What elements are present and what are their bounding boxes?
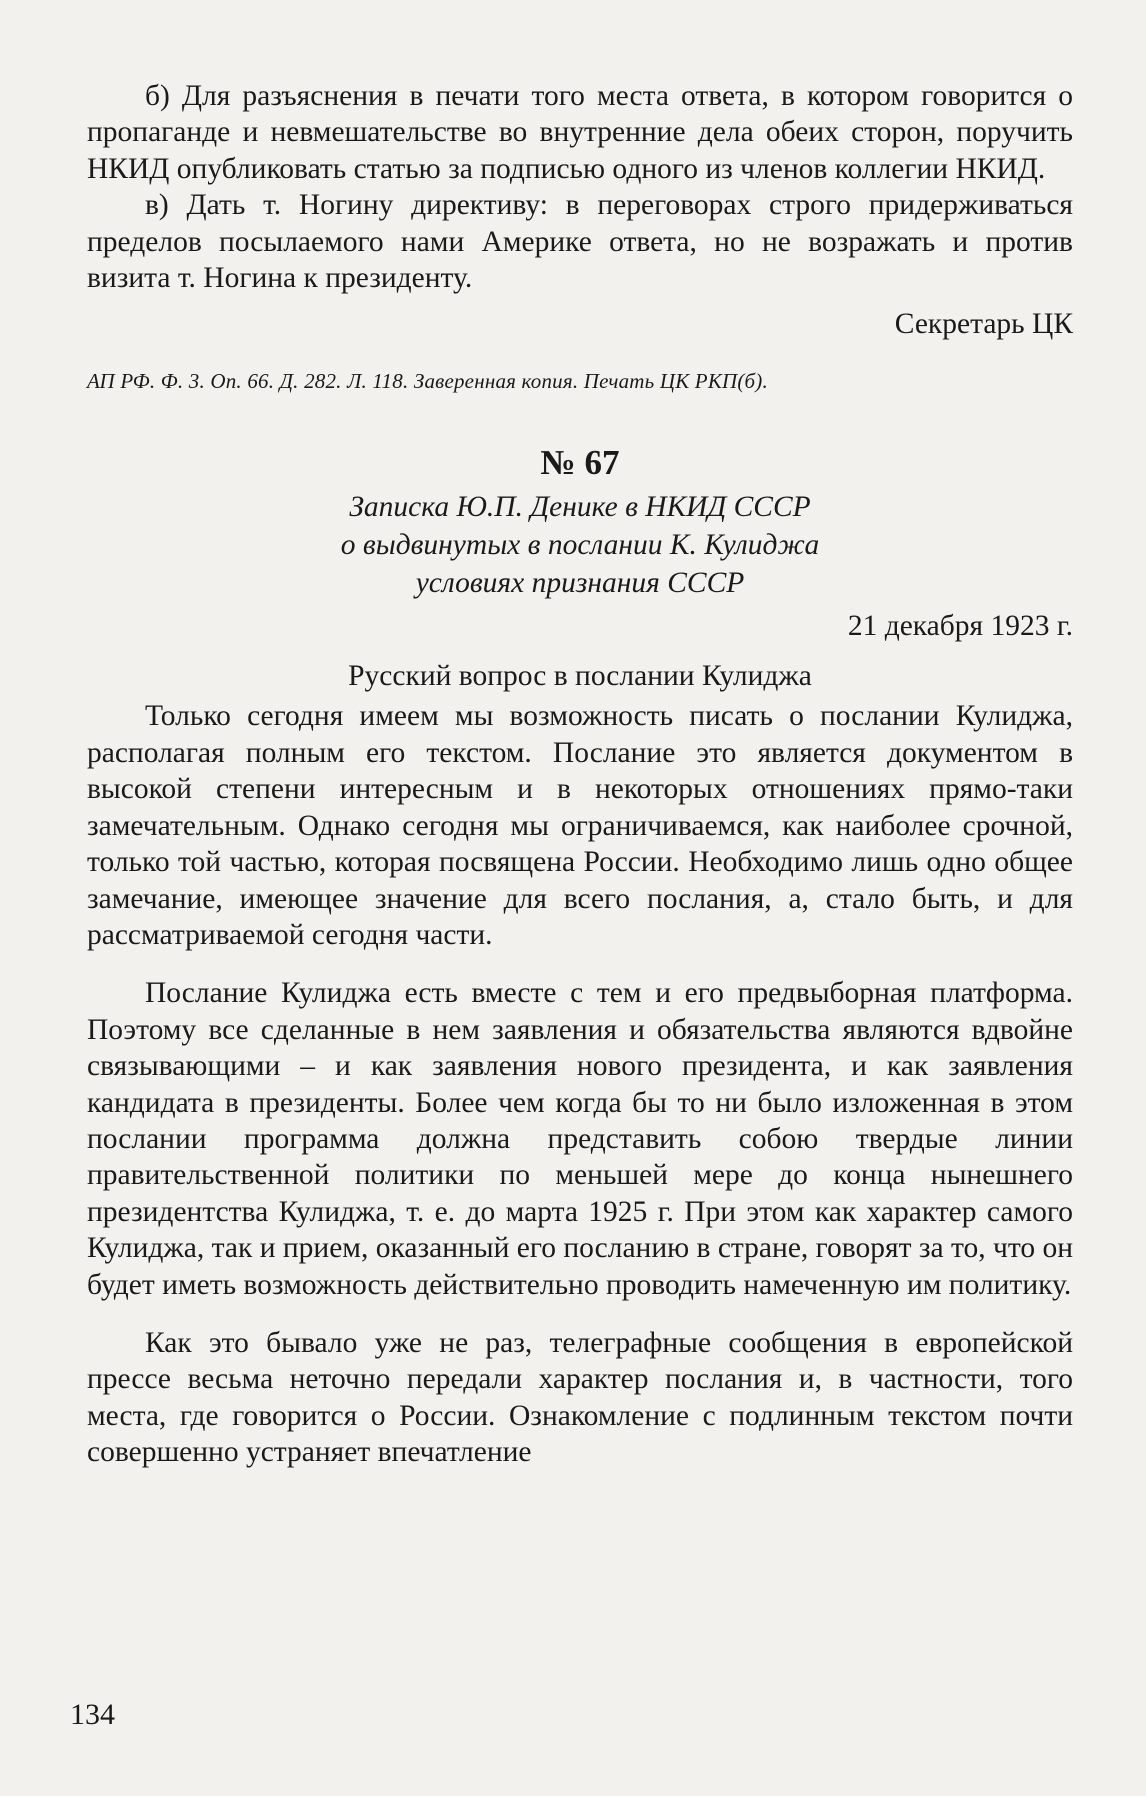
body-paragraph-3: Как это бывало уже не раз, телеграфные сообщения в европейской прессе весьма неточно передали характер послания и, в частности, того места, где говорится о России. Ознакомление с подлинным текстом почти совершенно устраняет впечатление bbox=[87, 1326, 1073, 1469]
article-heading: Русский вопрос в послании Кулиджа bbox=[348, 660, 812, 693]
paragraph-v: в) Дать т. Ногину директиву: в переговорах строго придерживаться пределов посылаемого нами Америке ответа, но не возражать и против визита т. Ногина к президенту. bbox=[87, 189, 1073, 295]
signature: Секретарь ЦК bbox=[894, 308, 1073, 341]
document-date: 21 декабря 1923 г. bbox=[847, 609, 1073, 642]
document-number: № 67 bbox=[540, 443, 620, 483]
document-title-line-2: о выдвинутых в послании К. Кулиджа bbox=[340, 528, 820, 561]
document-title-line-1: Записка Ю.П. Денике в НКИД СССР bbox=[349, 490, 811, 523]
page-number: 134 bbox=[70, 1698, 115, 1731]
paragraph-b: б) Для разъяснения в печати того места ответа, в котором говорится о пропаганде и невмешательстве во внутренние дела обеих сторон, поручить НКИД опубликовать статью за подписью одного из членов коллегии НКИД. bbox=[87, 80, 1073, 185]
body-paragraph-2: Послание Кулиджа есть вместе с тем и его предвыборная платформа. Поэтому все сделанные в нем заявления и обязательства являются вдвойне связывающими – и как заявления нового президента, и как заявления кандидата в президенты. Более чем когда бы то ни было изложенная в этом послании программа должна представить собою твердые линии правительственной политики по меньшей мере до конца нынешнего президентства Кулиджа, т. е. до марта 1925 г. При этом как характер самого Кулиджа, так и прием, оказанный его посланию в стране, говорят за то, что он будет иметь возможность действительно проводить намеченную им политику. bbox=[87, 977, 1073, 1301]
archive-source-note: АП РФ. Ф. 3. Оп. 66. Д. 282. Л. 118. Заверенная копия. Печать ЦК РКП(б). bbox=[87, 368, 768, 393]
page-text bbox=[87, 78, 1073, 1471]
document-title-line-3: условиях признания СССР bbox=[415, 566, 745, 599]
body-paragraph-1: Только сегодня имеем мы возможность писать о послании Кулиджа, располагая полным его текстом. Послание это является документом в высокой степени интересным и в некоторых отношениях прямо-таки замечательным. Однако сегодня мы ограничиваемся, как наиболее срочной, только той частью, которая посвящена России. Необходимо лишь одно общее замечание, имеющее значение для всего послания, а, стало быть, и для рассматриваемой сегодня части. bbox=[87, 700, 1073, 951]
